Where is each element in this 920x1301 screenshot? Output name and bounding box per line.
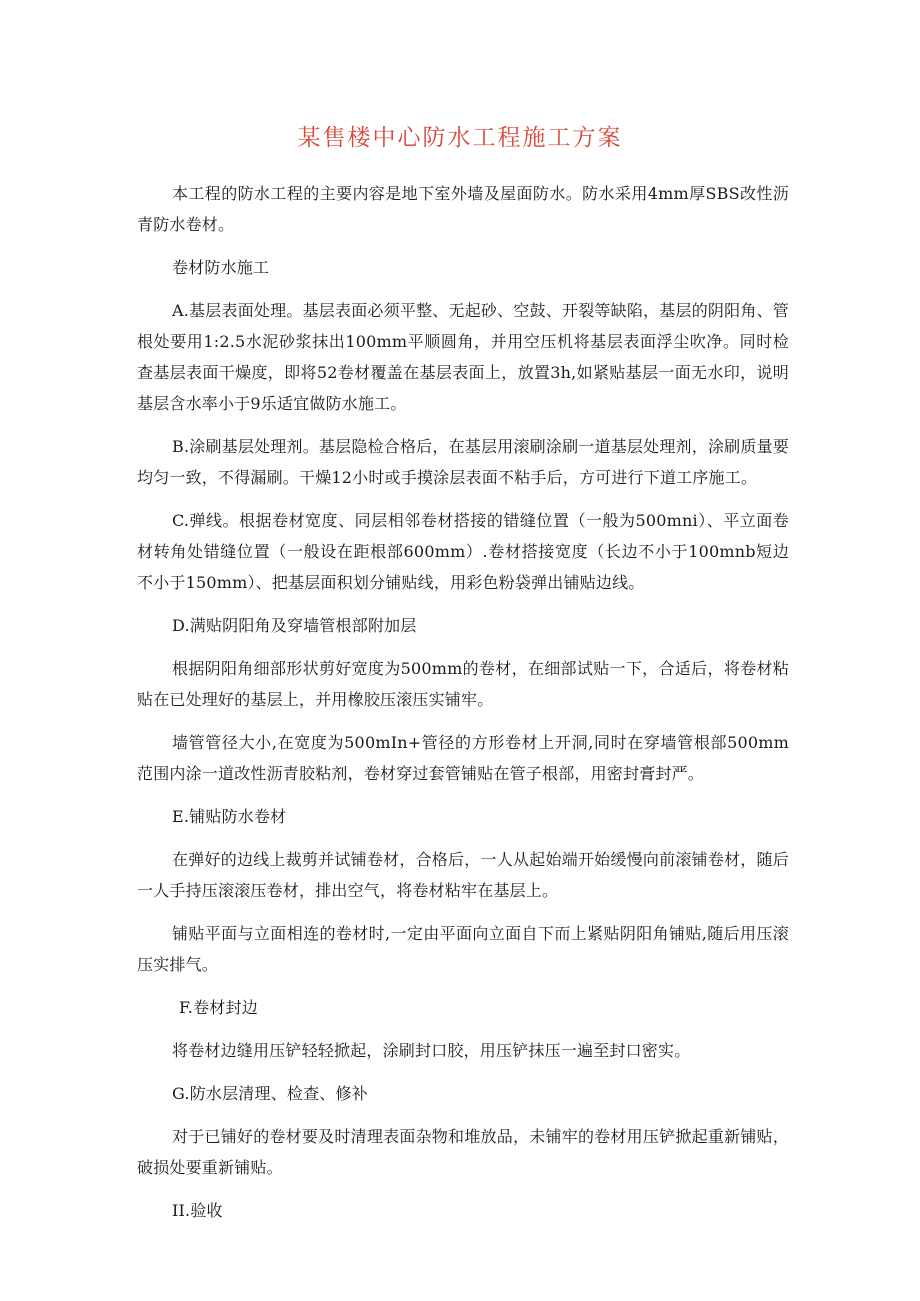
section-heading-step-d: D.满贴阴阳角及穿墙管根部附加层 [172, 616, 417, 635]
paragraph-step-d-2: 墙管管径大小,在宽度为500mIn+管径的方形卷材上开洞,同时在穿墙管根部500mm范围内涂一道改性沥青胶粘剂，卷材穿过套管铺贴在管子根部，用密封膏封严。 [137, 733, 789, 783]
section-heading-step-g: G.防水层清理、检查、修补 [172, 1084, 368, 1103]
section-heading-membrane: 卷材防水施工 [172, 258, 270, 277]
section-heading-acceptance: II.验收 [172, 1201, 223, 1220]
paragraph-step-a: A.基层表面处理。基层表面必须平整、无起砂、空鼓、开裂等缺陷，基层的阴阳角、管根处要用1:2.5水泥砂浆抹出100mm平顺圆角，并用空压机将基层表面浮尘吹净。同时检查基层表面干燥度，即将52卷材覆盖在基层表面上，放置3h,如紧贴基层一面无水印，说明基层含水率小于9乐适宜做防水施工。 [137, 301, 789, 413]
paragraph-intro: 本工程的防水工程的主要内容是地下室外墙及屋面防水。防水采用4mm厚SBS改性沥青防水卷材。 [137, 184, 789, 234]
paragraph-step-g: 对于已铺好的卷材要及时清理表面杂物和堆放品，未铺牢的卷材用压铲掀起重新铺贴，破损处要重新铺贴。 [137, 1127, 789, 1177]
section-heading-step-e: E.铺贴防水卷材 [172, 807, 287, 826]
paragraph-step-e-1: 在弹好的边线上裁剪并试铺卷材，合格后，一人从起始端开始缓慢向前滚铺卷材，随后一人手持压滚滚压卷材，排出空气，将卷材粘牢在基层上。 [137, 850, 789, 900]
paragraph-step-b: B.涂刷基层处理剂。基层隐检合格后，在基层用滚刷涂刷一道基层处理剂，涂刷质量要均匀一致，不得漏刷。干燥12小时或手摸涂层表面不粘手后，方可进行下道工序施工。 [137, 437, 789, 487]
document-body [137, 178, 789, 1238]
paragraph-step-f: 将卷材边缝用压铲轻轻掀起，涂刷封口胶，用压铲抹压一遍至封口密实。 [172, 1041, 691, 1060]
paragraph-step-c: C.弹线。根据卷材宽度、同层相邻卷材搭接的错缝位置（一般为500mni）、平立面卷材转角处错缝位置（一般设在距根部600mm）.卷材搭接宽度（长边不小于100mnb短边不小于150mm）、把基层面积划分铺贴线，用彩色粉袋弹出铺贴边线。 [137, 511, 789, 592]
document-title: 某售楼中心防水工程施工方案 [297, 125, 623, 151]
section-heading-step-f: F.卷材封边 [179, 998, 258, 1017]
paragraph-step-e-2: 铺贴平面与立面相连的卷材时,一定由平面向立面自下而上紧贴阴阳角铺贴,随后用压滚压实排气。 [137, 924, 789, 974]
paragraph-step-d-1: 根据阴阳角细部形状剪好宽度为500mm的卷材，在细部试贴一下，合适后，将卷材粘贴在已处理好的基层上，并用橡胶压滚压实铺牢。 [137, 659, 789, 709]
